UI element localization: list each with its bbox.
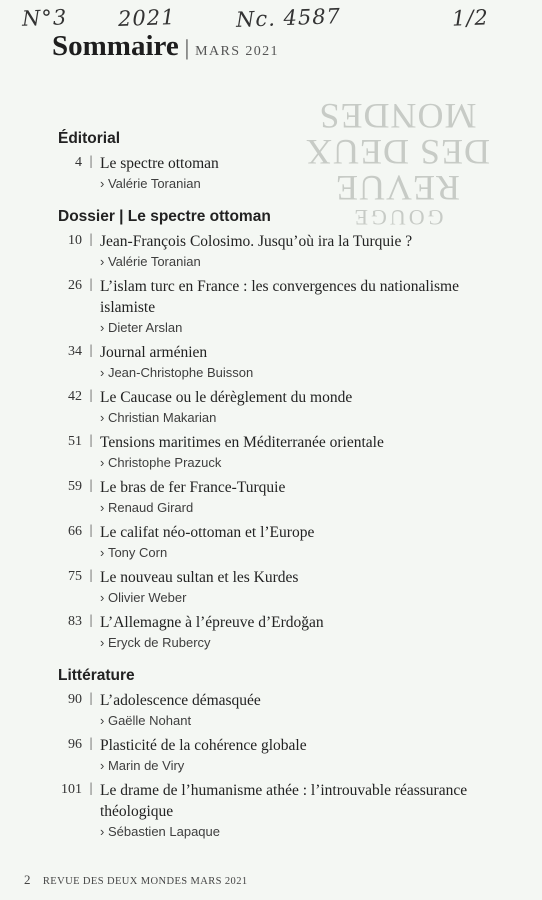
section-title: Éditorial — [58, 130, 121, 147]
entry-author: › Marin de Viry — [100, 756, 488, 776]
page-number: 59 — [68, 479, 82, 494]
entry-title: Le califat néo-ottoman et l’Europe — [100, 524, 315, 541]
entry-title: Le nouveau sultan et les Kurdes — [100, 569, 299, 586]
page-number: 51 — [68, 434, 82, 449]
section-title: Dossier | Le spectre ottoman — [58, 208, 271, 225]
entry-title: Le Caucase ou le dérèglement du monde — [100, 389, 353, 406]
section-title: Littérature — [58, 667, 135, 684]
entry-separator: | — [89, 613, 93, 628]
watermark-line: GOUGE — [351, 205, 444, 230]
footer-publication: REVUE DES DEUX MONDES — [42, 876, 188, 887]
toc-entry[interactable] — [58, 735, 488, 776]
entry-author: › Eryck de Rubercy — [100, 633, 488, 653]
section-editorial — [58, 130, 488, 194]
entry-author: › Christian Makarian — [100, 408, 488, 428]
issue-date: MARS 2021 — [195, 44, 279, 59]
page-footer — [24, 872, 248, 888]
page-number: 34 — [68, 344, 82, 359]
entry-title: Le spectre ottoman — [100, 155, 219, 172]
toc-entry[interactable] — [58, 231, 488, 272]
footer-page-number: 2 — [24, 872, 31, 887]
handwritten-number: N°3 — [21, 5, 68, 31]
toc-entry[interactable] — [58, 276, 488, 338]
section-litterature — [58, 667, 488, 842]
toc-entry[interactable] — [58, 342, 488, 383]
handwritten-reference: Nc. 4587 — [235, 4, 342, 32]
toc-entry[interactable] — [58, 432, 488, 473]
toc-entry[interactable] — [58, 612, 488, 653]
entry-author: › Tony Corn — [100, 543, 488, 563]
entry-title: Le drame de l’humanisme athée : l’introuvable réassurance théologique — [100, 782, 468, 820]
entry-author: › Olivier Weber — [100, 588, 488, 608]
entry-title: Jean-François Colosimo. Jusqu’où ira la Turquie ? — [100, 233, 413, 250]
toc-entry[interactable] — [58, 522, 488, 563]
entry-title: L’adolescence démasquée — [100, 692, 261, 709]
watermark-line: DES DEUX — [305, 132, 490, 172]
entry-separator: | — [89, 232, 93, 247]
page-number: 4 — [75, 155, 82, 170]
entry-author: › Christophe Prazuck — [100, 453, 488, 473]
entry-title: Plasticité de la cohérence globale — [100, 737, 307, 754]
entry-separator: | — [89, 736, 93, 751]
entry-title: L’islam turc en France : les convergences du nationalisme islamiste — [100, 278, 459, 316]
watermark-line: REVUE — [335, 168, 460, 208]
toc-entry[interactable] — [58, 477, 488, 518]
entry-separator: | — [89, 691, 93, 706]
header-separator: | — [184, 35, 190, 60]
page-number: 90 — [68, 692, 82, 707]
entry-separator: | — [89, 523, 93, 538]
page-number: 101 — [61, 782, 82, 797]
page-number: 83 — [68, 614, 82, 629]
table-of-contents — [58, 130, 488, 846]
entry-separator: | — [89, 277, 93, 292]
entry-author: › Gaëlle Nohant — [100, 711, 488, 731]
handwritten-fraction: 1/2 — [451, 5, 490, 31]
toc-entry[interactable] — [58, 387, 488, 428]
page-number: 66 — [68, 524, 82, 539]
page-number: 96 — [68, 737, 82, 752]
entry-title: Journal arménien — [100, 344, 208, 361]
page-number: 75 — [68, 569, 82, 584]
footer-issue: MARS 2021 — [190, 876, 248, 887]
entry-separator: | — [89, 343, 93, 358]
entry-author: › Sébastien Lapaque — [100, 822, 488, 842]
entry-title: Le bras de fer France-Turquie — [100, 479, 286, 496]
page-number: 26 — [68, 278, 82, 293]
entry-author: › Renaud Girard — [100, 498, 488, 518]
entry-author: › Valérie Toranian — [100, 174, 488, 194]
toc-entry[interactable] — [58, 567, 488, 608]
page-number: 10 — [68, 233, 82, 248]
entry-author: › Valérie Toranian — [100, 252, 488, 272]
entry-separator: | — [89, 154, 93, 169]
page-number: 42 — [68, 389, 82, 404]
toc-entry[interactable] — [58, 780, 488, 842]
watermark-line: MONDES — [318, 96, 477, 136]
section-dossier — [58, 208, 488, 653]
entry-separator: | — [89, 568, 93, 583]
toc-entry[interactable] — [58, 690, 488, 731]
entry-author: › Jean-Christophe Buisson — [100, 363, 488, 383]
entry-title: L’Allemagne à l’épreuve d’Erdoğan — [100, 614, 324, 631]
entry-separator: | — [89, 388, 93, 403]
page-title: Sommaire — [52, 30, 179, 62]
entry-author: › Dieter Arslan — [100, 318, 488, 338]
entry-separator: | — [89, 478, 93, 493]
entry-separator: | — [89, 781, 93, 796]
entry-separator: | — [89, 433, 93, 448]
toc-entry[interactable] — [58, 153, 488, 194]
handwritten-year: 2021 — [117, 5, 176, 31]
entry-title: Tensions maritimes en Méditerranée orientale — [100, 434, 384, 451]
page-header — [52, 30, 279, 63]
